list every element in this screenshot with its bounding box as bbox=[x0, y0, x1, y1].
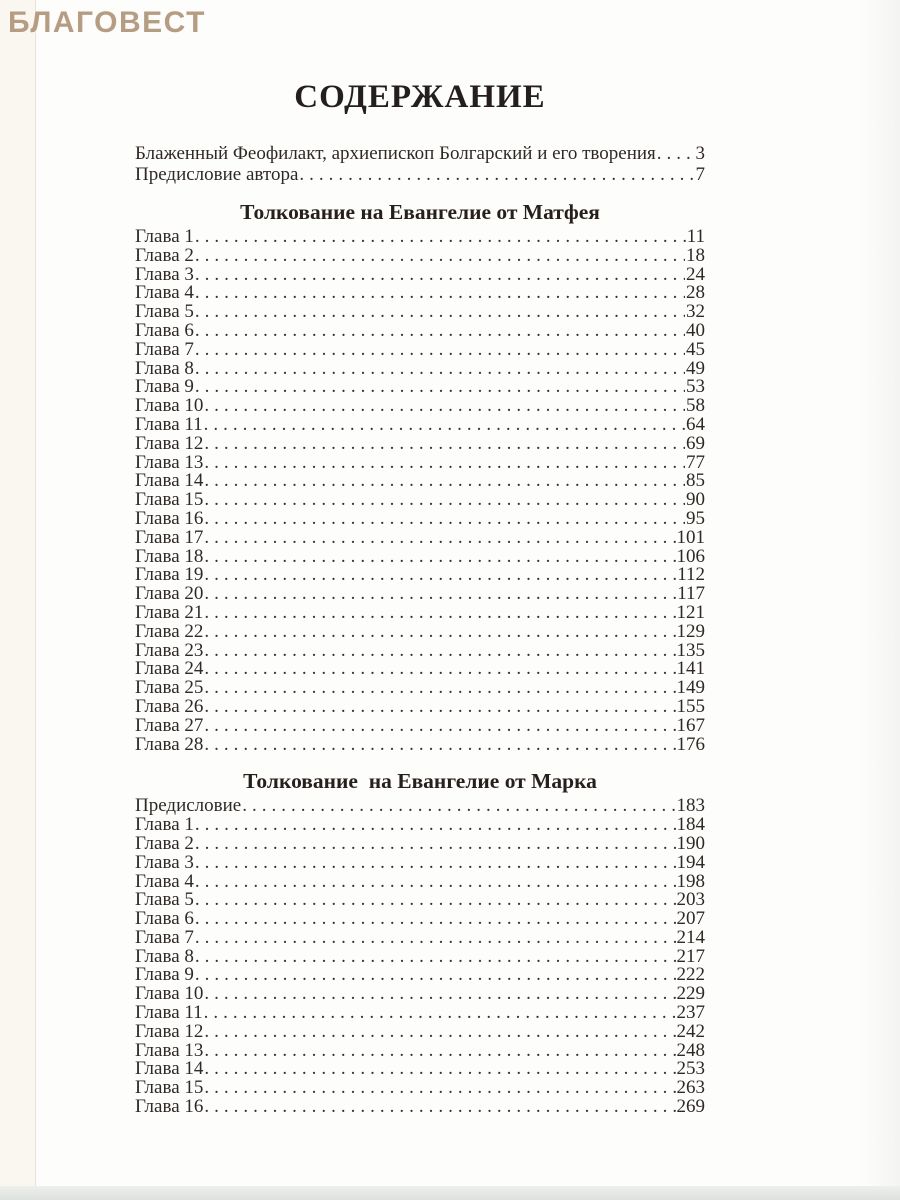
toc-content bbox=[135, 78, 705, 1117]
toc-entry-label: Глава 2 bbox=[135, 832, 194, 854]
toc-entry-page: 183 bbox=[676, 795, 705, 817]
toc-row bbox=[135, 620, 705, 642]
toc-entry-page: 167 bbox=[676, 714, 705, 736]
toc-leader-dots bbox=[204, 416, 685, 435]
toc-leader-dots bbox=[204, 548, 675, 567]
toc-entry-page: 53 bbox=[686, 376, 705, 398]
toc-leader-dots bbox=[299, 164, 694, 185]
toc-row bbox=[135, 733, 705, 755]
page-bottom-edge bbox=[0, 1186, 900, 1200]
toc-entry-page: 77 bbox=[686, 451, 705, 473]
toc-row bbox=[135, 1079, 705, 1098]
toc-leader-dots bbox=[195, 816, 676, 835]
toc-leader-dots bbox=[195, 873, 676, 892]
toc-row bbox=[135, 816, 705, 835]
toc-entry-page: 214 bbox=[676, 926, 705, 948]
toc-row bbox=[135, 985, 705, 1004]
toc-entry-label: Глава 11 bbox=[135, 413, 203, 435]
toc-row bbox=[135, 1098, 705, 1117]
toc-leader-dots bbox=[195, 341, 685, 360]
toc-entry-page: 7 bbox=[695, 164, 705, 185]
toc-entry-page: 112 bbox=[677, 564, 705, 586]
toc-entry-page: 141 bbox=[676, 658, 705, 680]
toc-row bbox=[135, 357, 705, 379]
toc-entry-label: Глава 27 bbox=[135, 714, 204, 736]
toc-leader-dots bbox=[204, 1004, 676, 1023]
toc-entry-page: 184 bbox=[676, 814, 705, 836]
toc-entry-page: 269 bbox=[676, 1096, 705, 1118]
toc-entry-label: Глава 5 bbox=[135, 889, 194, 911]
toc-row bbox=[135, 338, 705, 360]
toc-row bbox=[135, 851, 705, 873]
toc-leader-dots bbox=[204, 660, 675, 679]
store-watermark: БЛАГОВЕСТ bbox=[8, 6, 206, 39]
toc-leader-dots bbox=[195, 322, 685, 341]
toc-entry-page: 32 bbox=[686, 301, 705, 323]
toc-leader-dots bbox=[204, 1042, 675, 1061]
toc-section-list bbox=[135, 228, 705, 754]
toc-row bbox=[135, 164, 705, 185]
toc-entry-page: 95 bbox=[686, 507, 705, 529]
toc-row bbox=[135, 263, 705, 285]
toc-entry-page: 217 bbox=[676, 945, 705, 967]
toc-row bbox=[135, 303, 705, 322]
toc-leader-dots bbox=[195, 378, 685, 397]
toc-entry-label: Глава 15 bbox=[135, 489, 204, 511]
toc-entry-page: 237 bbox=[676, 1002, 705, 1024]
toc-row bbox=[135, 639, 705, 661]
page-title: СОДЕРЖАНИЕ bbox=[294, 79, 546, 115]
toc-row bbox=[135, 910, 705, 929]
toc-entry-page: 18 bbox=[686, 244, 705, 266]
toc-entry-page: 263 bbox=[676, 1077, 705, 1099]
toc-entry-label: Глава 13 bbox=[135, 451, 204, 473]
toc-entry-page: 176 bbox=[676, 733, 705, 755]
toc-row bbox=[135, 228, 705, 247]
toc-leader-dots bbox=[242, 797, 675, 816]
toc-entry-page: 190 bbox=[676, 832, 705, 854]
page-right-edge-shadow bbox=[860, 0, 900, 1187]
toc-row bbox=[135, 660, 705, 679]
toc-row bbox=[135, 143, 705, 164]
toc-entry-page: 194 bbox=[676, 851, 705, 873]
toc-entry-page: 229 bbox=[676, 983, 705, 1005]
toc-entry-label: Глава 4 bbox=[135, 870, 194, 892]
toc-row bbox=[135, 601, 705, 623]
toc-leader-dots bbox=[195, 966, 676, 985]
toc-row bbox=[135, 566, 705, 585]
toc-entry-page: 45 bbox=[686, 338, 705, 360]
toc-row bbox=[135, 891, 705, 910]
toc-leader-dots bbox=[204, 435, 685, 454]
toc-row bbox=[135, 284, 705, 303]
toc-row bbox=[135, 526, 705, 548]
toc-entry-label: Глава 16 bbox=[135, 1096, 204, 1118]
toc-row bbox=[135, 244, 705, 266]
toc-leader-dots bbox=[195, 891, 676, 910]
toc-entry-label: Глава 5 bbox=[135, 301, 194, 323]
toc-entry-label: Глава 8 bbox=[135, 945, 194, 967]
toc-entry-label: Глава 24 bbox=[135, 658, 204, 680]
toc-row bbox=[135, 966, 705, 985]
toc-row bbox=[135, 870, 705, 892]
toc-entry-page: 28 bbox=[686, 282, 705, 304]
toc-sections bbox=[135, 200, 705, 1117]
toc-row bbox=[135, 945, 705, 967]
toc-leader-dots bbox=[195, 910, 676, 929]
toc-entry-page: 207 bbox=[676, 908, 705, 930]
toc-entry-label: Блаженный Феофилакт, архиепископ Болгарский и его творения bbox=[135, 143, 656, 164]
toc-entry-page: 85 bbox=[686, 470, 705, 492]
toc-entry-page: 106 bbox=[676, 545, 705, 567]
toc-entry-page: 121 bbox=[676, 601, 705, 623]
toc-entry-label: Глава 11 bbox=[135, 1002, 203, 1024]
toc-entry-label: Глава 2 bbox=[135, 244, 194, 266]
toc-leader-dots bbox=[204, 679, 675, 698]
toc-leader-dots bbox=[195, 929, 676, 948]
toc-entry-page: 248 bbox=[676, 1039, 705, 1061]
toc-row bbox=[135, 695, 705, 717]
toc-entry-label: Глава 1 bbox=[135, 226, 194, 247]
toc-entry-label: Глава 23 bbox=[135, 639, 204, 661]
toc-section-heading: Толкование на Евангелие от Матфея bbox=[240, 200, 600, 224]
toc-leader-dots bbox=[204, 1079, 675, 1098]
toc-entry-page: 117 bbox=[677, 583, 705, 605]
toc-entry-page: 64 bbox=[686, 413, 705, 435]
toc-entry-page: 155 bbox=[676, 695, 705, 717]
toc-row bbox=[135, 797, 705, 816]
toc-leader-dots bbox=[195, 948, 676, 967]
toc-leader-dots bbox=[195, 360, 685, 379]
toc-leader-dots bbox=[204, 1060, 675, 1079]
toc-entry-page: 242 bbox=[676, 1020, 705, 1042]
toc-entry-page: 49 bbox=[686, 357, 705, 379]
toc-leader-dots bbox=[204, 642, 675, 661]
toc-entry-label: Глава 10 bbox=[135, 983, 204, 1005]
toc-entry-page: 129 bbox=[676, 620, 705, 642]
toc-row bbox=[135, 679, 705, 698]
toc-row bbox=[135, 1060, 705, 1079]
toc-entry-label: Глава 12 bbox=[135, 432, 204, 454]
toc-leader-dots bbox=[204, 585, 676, 604]
toc-section-list bbox=[135, 797, 705, 1117]
toc-entry-label: Глава 19 bbox=[135, 564, 204, 586]
toc-leader-dots bbox=[204, 454, 685, 473]
toc-entry-page: 58 bbox=[686, 395, 705, 417]
toc-row bbox=[135, 714, 705, 736]
toc-row bbox=[135, 472, 705, 491]
toc-entry-label: Глава 6 bbox=[135, 908, 194, 930]
toc-row bbox=[135, 926, 705, 948]
toc-row bbox=[135, 378, 705, 397]
toc-row bbox=[135, 585, 705, 604]
toc-entry-page: 69 bbox=[686, 432, 705, 454]
toc-entry-label: Глава 17 bbox=[135, 526, 204, 548]
toc-leader-dots bbox=[204, 1098, 675, 1117]
toc-entry-label: Глава 4 bbox=[135, 282, 194, 304]
toc-entry-label: Глава 18 bbox=[135, 545, 204, 567]
toc-leader-dots bbox=[657, 143, 695, 164]
toc-entry-label: Глава 14 bbox=[135, 1058, 204, 1080]
toc-entry-label: Предисловие bbox=[135, 795, 242, 817]
toc-leader-dots bbox=[204, 529, 675, 548]
toc-leader-dots bbox=[195, 228, 686, 247]
toc-entry-page: 253 bbox=[676, 1058, 705, 1080]
toc-entry-page: 101 bbox=[676, 526, 705, 548]
toc-entry-page: 198 bbox=[676, 870, 705, 892]
toc-entry-page: 3 bbox=[695, 143, 705, 164]
toc-leader-dots bbox=[195, 854, 676, 873]
toc-row bbox=[135, 491, 705, 510]
toc-leader-dots bbox=[195, 835, 676, 854]
toc-leader-dots bbox=[204, 566, 676, 585]
toc-entry-page: 222 bbox=[676, 964, 705, 986]
toc-row bbox=[135, 397, 705, 416]
toc-entry-label: Глава 21 bbox=[135, 601, 204, 623]
toc-entry-label: Глава 25 bbox=[135, 677, 204, 699]
toc-entry-label: Глава 13 bbox=[135, 1039, 204, 1061]
toc-entry-label: Глава 16 bbox=[135, 507, 204, 529]
toc-entry-page: 203 bbox=[676, 889, 705, 911]
toc-entry-label: Глава 26 bbox=[135, 695, 204, 717]
toc-entry-label: Глава 28 bbox=[135, 733, 204, 755]
toc-entry-label: Глава 22 bbox=[135, 620, 204, 642]
toc-entry-label: Предисловие автора bbox=[135, 164, 299, 185]
toc-leader-dots bbox=[204, 472, 685, 491]
toc-entry-label: Глава 20 bbox=[135, 583, 204, 605]
toc-entry-label: Глава 7 bbox=[135, 926, 194, 948]
toc-row bbox=[135, 451, 705, 473]
toc-entry-label: Глава 10 bbox=[135, 395, 204, 417]
page-left-edge bbox=[0, 0, 36, 1187]
toc-leader-dots bbox=[204, 717, 675, 736]
toc-entry-page: 40 bbox=[686, 319, 705, 341]
toc-entry-label: Глава 3 bbox=[135, 851, 194, 873]
toc-entry-page: 135 bbox=[676, 639, 705, 661]
toc-leader-dots bbox=[204, 491, 685, 510]
toc-entry-label: Глава 6 bbox=[135, 319, 194, 341]
toc-row bbox=[135, 545, 705, 567]
toc-entry-label: Глава 7 bbox=[135, 338, 194, 360]
toc-row bbox=[135, 413, 705, 435]
toc-entry-page: 149 bbox=[676, 677, 705, 699]
toc-entry-page: 24 bbox=[686, 263, 705, 285]
toc-entry-label: Глава 14 bbox=[135, 470, 204, 492]
toc-row bbox=[135, 832, 705, 854]
toc-row bbox=[135, 432, 705, 454]
toc-entry-label: Глава 8 bbox=[135, 357, 194, 379]
toc-leader-dots bbox=[195, 247, 685, 266]
toc-entry-label: Глава 15 bbox=[135, 1077, 204, 1099]
toc-entry-page: 11 bbox=[686, 226, 705, 247]
toc-leader-dots bbox=[195, 303, 685, 322]
toc-leader-dots bbox=[204, 698, 675, 717]
toc-leader-dots bbox=[195, 266, 685, 285]
toc-leader-dots bbox=[204, 985, 675, 1004]
toc-row bbox=[135, 1039, 705, 1061]
toc-leader-dots bbox=[204, 510, 685, 529]
toc-entry-label: Глава 12 bbox=[135, 1020, 204, 1042]
toc-leader-dots bbox=[204, 1023, 675, 1042]
toc-entry-page: 90 bbox=[686, 489, 705, 511]
toc-row bbox=[135, 1004, 705, 1023]
toc-entry-label: Глава 9 bbox=[135, 376, 194, 398]
toc-leader-dots bbox=[195, 284, 685, 303]
toc-row bbox=[135, 319, 705, 341]
toc-entry-label: Глава 1 bbox=[135, 814, 194, 836]
toc-leader-dots bbox=[204, 736, 675, 755]
toc-leader-dots bbox=[204, 604, 675, 623]
toc-entry-label: Глава 9 bbox=[135, 964, 194, 986]
toc-row bbox=[135, 507, 705, 529]
toc-entry-label: Глава 3 bbox=[135, 263, 194, 285]
toc-leader-dots bbox=[204, 623, 675, 642]
toc-intro-list bbox=[135, 143, 705, 185]
toc-section-heading: Толкование на Евангелие от Марка bbox=[243, 769, 597, 794]
toc-row bbox=[135, 1020, 705, 1042]
toc-leader-dots bbox=[204, 397, 685, 416]
